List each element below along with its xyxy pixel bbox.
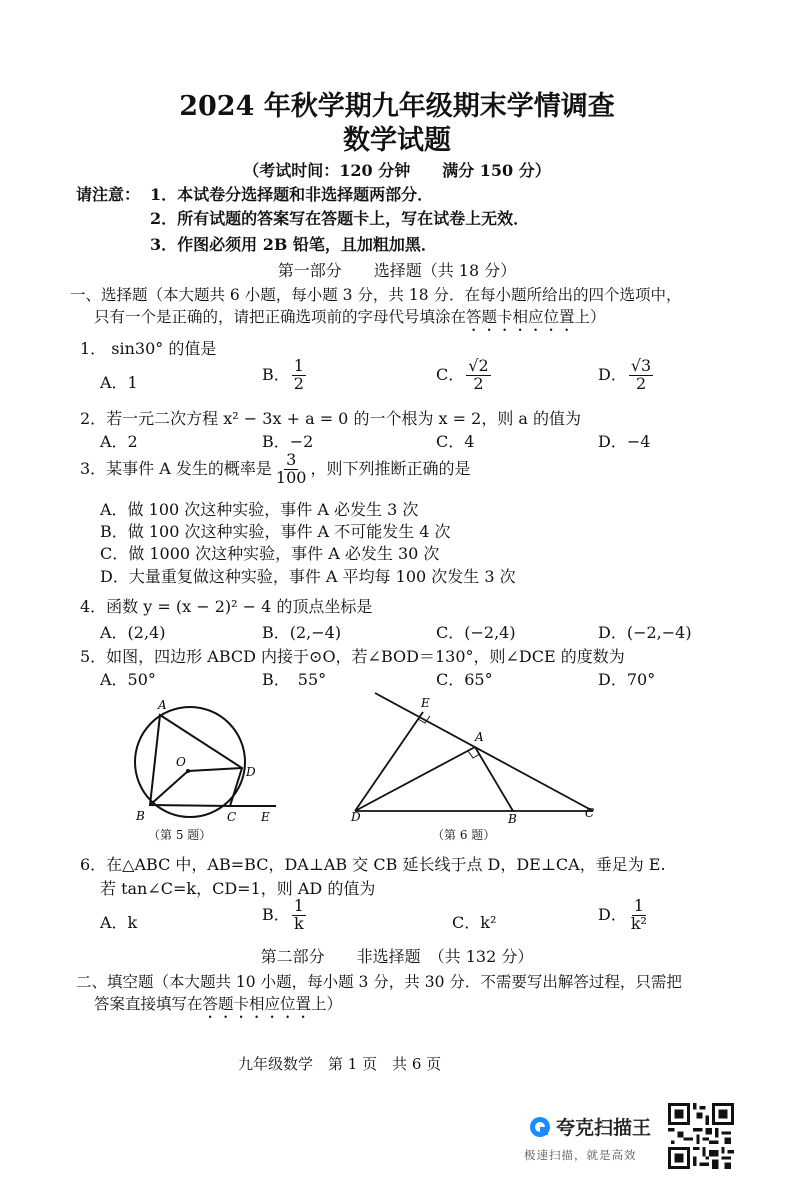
note-item-3: 3．作图必须用 2B 铅笔，且加粗加黑．	[150, 235, 437, 254]
segment-de	[355, 712, 423, 811]
label-c: C	[227, 810, 237, 824]
q3-stem: 3．某事件 A 发生的概率是 $\frac{3}{100}$ ，则下列推断正确的是	[80, 450, 471, 487]
q6-option-d: D． $\frac{1}{\text{k²}}$	[598, 896, 647, 933]
q3-option-a: A．做 100 次这种实验，事件 A 必发生 3 次	[100, 500, 419, 519]
q1-option-d: D． $\frac{√3}{2}$	[598, 356, 652, 393]
exam-title: 2024 年秋学期九年级期末学情调查	[179, 91, 615, 122]
note-item-1: 1．本试卷分选择题和非选择题两部分．	[150, 185, 434, 204]
figure-5-circle-diagram	[120, 690, 290, 840]
label-a: A	[475, 730, 484, 744]
segment-da	[355, 747, 475, 811]
watermark-brand: 夸克扫描王	[556, 1117, 652, 1139]
part2-heading: 第二部分 非选择题 （共 132 分）	[260, 947, 534, 966]
q2-option-c: C．4	[436, 432, 475, 451]
section1-instructions-line2: 只有一个是正确的，请把正确选项前的字母代号填涂在答题卡相应位置上）	[94, 308, 606, 326]
q5-option-a: A．50°	[100, 670, 156, 689]
q4-option-a: A．(2,4)	[100, 623, 166, 642]
figure-6-triangle-diagram	[345, 685, 615, 825]
q6-option-a: A．k	[100, 913, 138, 932]
page-footer: 九年级数学 第 1 页 共 6 页	[238, 1055, 442, 1073]
q1-stem: 1． sin30° 的值是	[80, 339, 217, 358]
q4-option-d: D．(−2,−4)	[598, 623, 692, 642]
label-o: O	[176, 755, 186, 769]
exam-info: （考试时间：120 分钟 满分 150 分）	[243, 161, 551, 180]
center-point-o	[186, 769, 190, 773]
label-e: E	[421, 696, 430, 710]
part1-heading: 第一部分 选择题（共 18 分）	[277, 261, 517, 280]
q3-option-c: C．做 1000 次这种实验，事件 A 必发生 30 次	[100, 544, 440, 563]
section1-instructions-line1: 一、选择题（本大题共 6 小题，每小题 3 分，共 18 分．在每小题所给出的四个选项中，	[70, 286, 682, 304]
q4-option-c: C．(−2,4)	[436, 623, 516, 642]
q6-option-c: C．k²	[452, 913, 497, 932]
label-e: E	[261, 810, 270, 824]
label-c: C	[585, 806, 595, 820]
q6-option-b: B． $\frac{1}{k}$	[262, 896, 304, 933]
q2-stem: 2．若一元二次方程 x² − 3x + a = 0 的一个根为 x = 2，则 a 的值为	[80, 409, 582, 428]
q3-option-d: D．大量重复做这种实验，事件 A 平均每 100 次发生 3 次	[100, 567, 516, 586]
scanner-watermark	[520, 1103, 792, 1169]
q5-option-b: B． 55°	[262, 670, 327, 689]
note-item-2: 2．所有试题的答案写在答题卡上，写在试卷上无效．	[150, 209, 530, 228]
figure-5-caption: （第 5 题）	[148, 828, 212, 842]
q2-option-b: B．−2	[262, 432, 314, 451]
q1-option-b: B． $\frac{1}{2}$	[262, 356, 304, 393]
figure-6-caption: （第 6 题）	[432, 828, 496, 842]
line-e-c	[375, 693, 593, 811]
exam-subtitle: 数学试题	[343, 125, 451, 156]
q4-option-b: B．(2,−4)	[262, 623, 342, 642]
q4-stem: 4．函数 y = (x − 2)² − 4 的顶点坐标是	[80, 597, 373, 616]
label-b: B	[508, 812, 517, 825]
section2-instructions-line1: 二、填空题（本大题共 10 小题，每小题 3 分，共 30 分．不需要写出解答过程，只需把	[76, 973, 682, 991]
q5-option-d: D．70°	[598, 670, 656, 689]
label-a: A	[158, 698, 167, 712]
q2-option-d: D．−4	[598, 432, 651, 451]
q1-option-c: C． $\frac{√2}{2}$	[436, 356, 489, 393]
q3-option-b: B．做 100 次这种实验，事件 A 不可能发生 4 次	[100, 522, 451, 541]
label-b: B	[136, 809, 145, 823]
notes-label: 请注意：	[76, 185, 141, 204]
segment-bo	[150, 771, 188, 805]
section2-instructions-line2: 答案直接填写在答题卡相应位置上）	[94, 995, 343, 1013]
q6-stem-line1: 6．在△ABC 中，AB=BC，DA⊥AB 交 CB 延长线于点 D，DE⊥CA，垂足为 E.	[80, 855, 666, 874]
qr-code-icon	[668, 1103, 734, 1169]
q2-option-a: A．2	[100, 432, 138, 451]
quark-logo-icon	[528, 1115, 552, 1139]
label-d: D	[246, 765, 256, 779]
q1-option-a: A．1	[100, 373, 138, 392]
segment-od	[188, 768, 242, 771]
label-d: D	[351, 810, 361, 824]
q5-option-c: C．65°	[436, 670, 493, 689]
watermark-slogan: 极速扫描，就是高效	[524, 1148, 637, 1162]
q5-stem: 5．如图，四边形 ABCD 内接于⊙O，若∠BOD＝130°，则∠DCE 的度数为	[80, 647, 625, 666]
q6-stem-line2: 若 tan∠C=k，CD=1，则 AD 的值为	[100, 879, 376, 898]
